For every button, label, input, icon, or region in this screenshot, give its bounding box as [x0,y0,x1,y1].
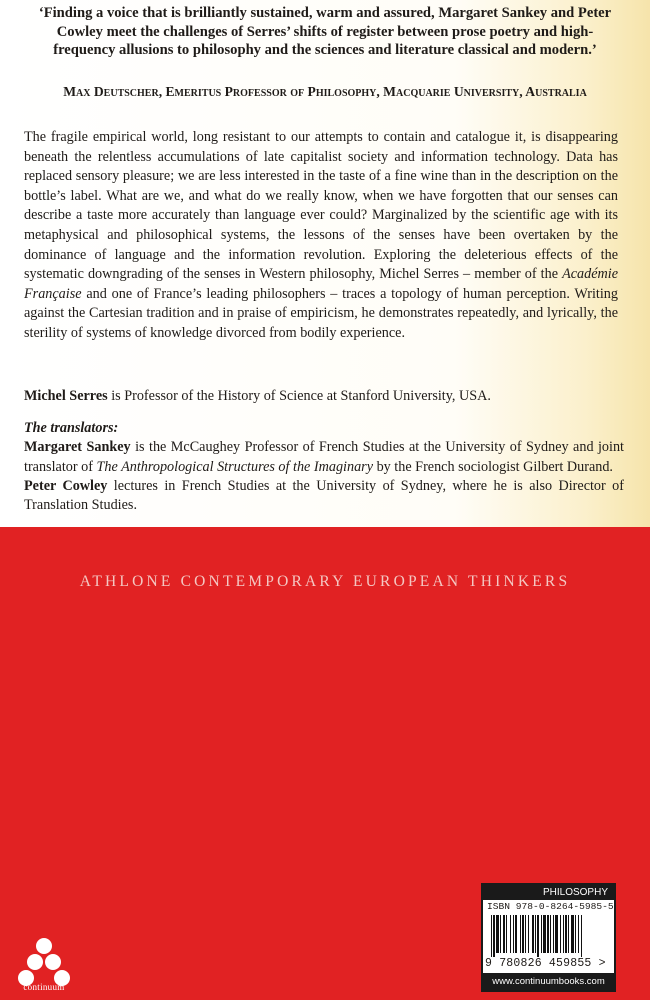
translators-section [24,419,624,515]
barcode-number: 9 780826 459855 > [485,957,606,970]
translated-book-title: The Anthropological Structures of the Imaginary [96,458,374,475]
series-title: ATHLONE CONTEMPORARY EUROPEAN THINKERS [79,573,571,590]
academie-francaise: Académie Française [24,266,618,302]
translator-sankey-name: Margaret Sankey [24,439,131,456]
subject-category: PHILOSOPHY [483,885,614,900]
publisher-url: www.continuumbooks.com [483,973,614,990]
red-cover-panel [0,527,650,1000]
translators-heading: The translators: [24,420,119,436]
translator-cowley [24,477,624,516]
translator-sankey-bio-a: is the McCaughey Professor of French Studies at the University of Sydney and joint translator of [24,439,624,475]
translator-sankey-bio-b: by the French sociologist Gilbert Durand. [373,458,613,475]
translator-sankey [24,438,624,477]
author-bio-text: is Professor of the History of Science at Stanford University, USA. [107,388,491,404]
author-bio [24,387,624,406]
barcode-icon [487,915,610,957]
isbn: ISBN 978-0-8264-5985-5 [487,901,614,912]
quote-attribution: Max Deutscher, Emeritus Professor of Philosophy, Macquarie University, Australia [63,84,587,99]
translator-cowley-bio: lectures in French Studies at the University of Sydney, where he is also Director of Translation Studies. [24,477,624,514]
translator-cowley-name: Peter Cowley [24,477,108,494]
description-part-1: The fragile empirical world, long resistant to our attempts to contain and catalogue it, is disappearing beneath the relentless accumulations of late capitalist society and information technology. Data has replaced sensory pleasure; we are less interested in the taste of a fine wine than in the description on the bottle’s label. What are we, and what do we really know, when we have forgotten that our senses can describe a taste more accurately than language ever could? Marginalized by the scientific age with its metaphysical and philosophical systems, the lessons of the senses have been overtaken by the dominance of language and the information revolution. Exploring the deleterious effects of the systematic downgrading of the senses in Western philosophy, Michel Serres – member of the [24,129,618,283]
barcode-block [481,883,616,992]
publisher-name: continuum [23,982,65,992]
book-description [24,128,618,344]
author-name: Michel Serres [24,388,108,404]
description-part-2: and one of France’s leading philosophers – traces a topology of human perception. Writing against the Cartesian tradition and in praise of empiricism, he demonstrates repeatedly, and lyrically, the sterility of systems of knowledge divorced from bodily experience. [24,285,618,341]
review-quote: ‘Finding a voice that is brilliantly sustained, warm and assured, Margaret Sankey and Peter Cowley meet the challenges of Serres’ shifts of register between prose poetry and high-frequency allusions to philosophy and the sciences and literature classical and modern.’ [38,5,612,59]
